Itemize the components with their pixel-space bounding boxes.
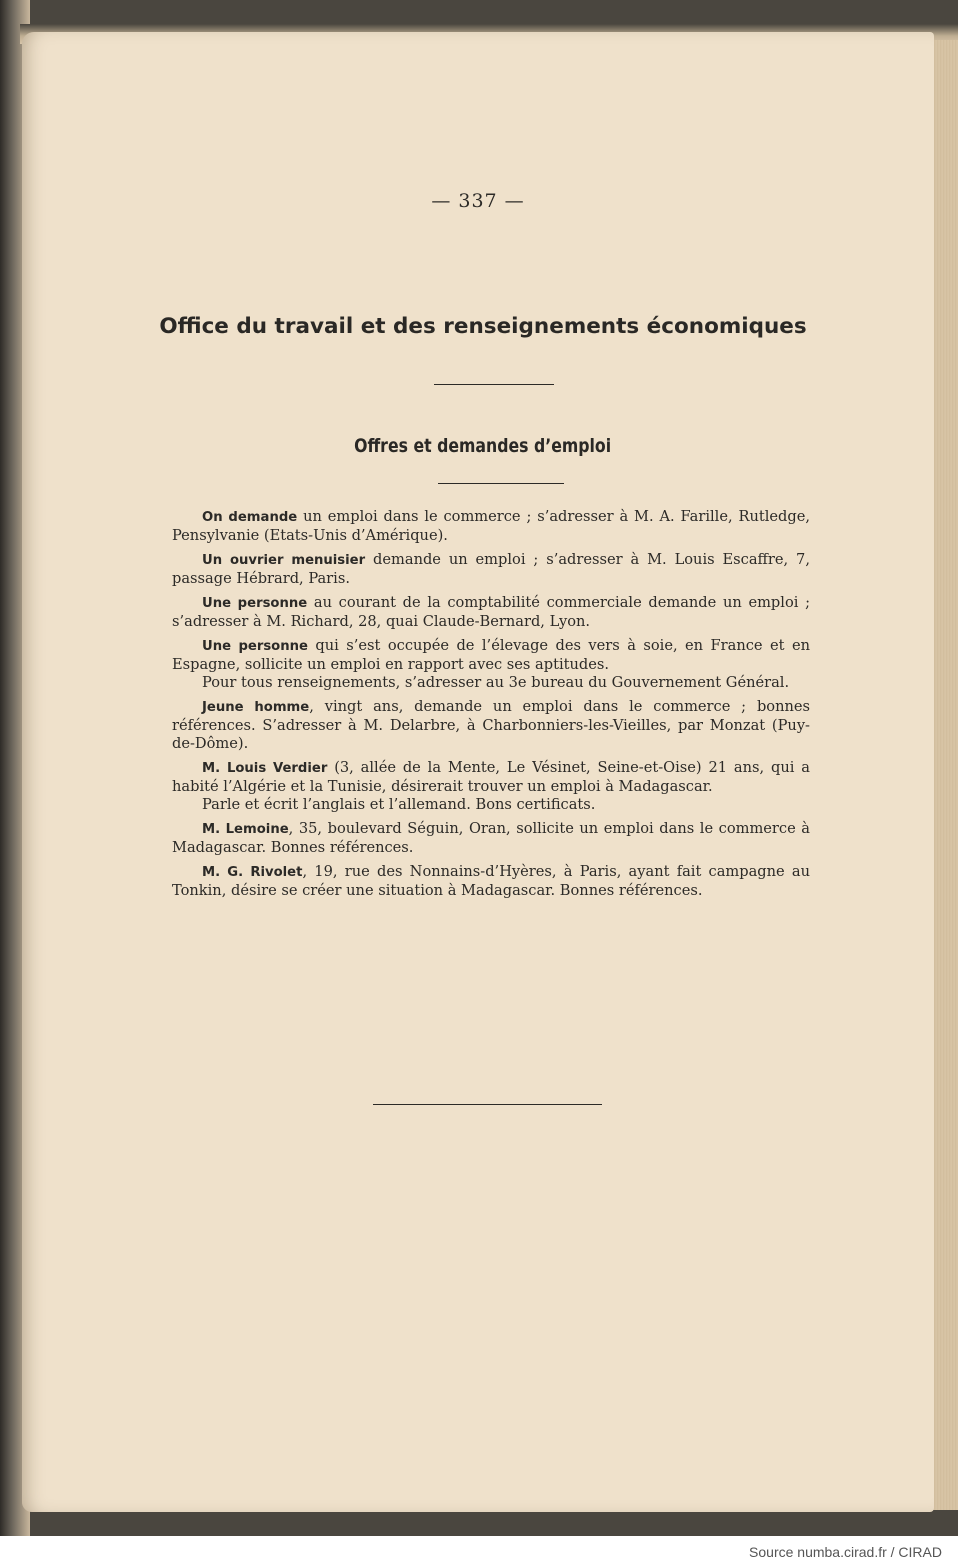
ad-lead: Jeune homme xyxy=(202,700,310,715)
ad-paragraph xyxy=(172,698,810,753)
ad-lead: M. G. Rivolet xyxy=(202,865,303,880)
ad-text: un emploi dans le commerce ; s’adresser à M. A. Farille, Rutledge, Pensylvanie (Etats-Unis d’Amérique). xyxy=(172,508,810,544)
ad-text: au courant de la comptabilité commerciale demande un emploi ; s’adresser à M. Richard, 28, quai Claude-Bernard, Lyon. xyxy=(172,594,810,630)
ad-paragraph xyxy=(172,820,810,857)
source-credit: Source numba.cirad.fr / CIRAD xyxy=(749,1544,942,1560)
section-title: Offres et demandes d’emploi xyxy=(354,435,612,457)
ad-item xyxy=(172,551,810,588)
ad-text: (3, allée de la Mente, Le Vésinet, Seine-et-Oise) 21 ans, qui a habité l’Algérie et la Tunisie, désirerait trouver un emploi à Madagascar. xyxy=(172,759,810,795)
ad-paragraph xyxy=(172,637,810,674)
document-page xyxy=(22,32,934,1512)
ad-text: Parle et écrit l’anglais et l’allemand. Bons certificats. xyxy=(202,796,596,813)
ad-text: , vingt ans, demande un emploi dans le commerce ; bonnes références. S’adresser à M. Delarbre, à Charbonniers-les-Vieilles, par Monzat (Puy-de-Dôme). xyxy=(172,698,810,752)
ad-item xyxy=(172,637,810,692)
end-divider xyxy=(373,1104,602,1105)
ad-paragraph xyxy=(172,594,810,631)
page-title: Office du travail et des renseignements économiques xyxy=(159,314,807,339)
ad-lead: On demande xyxy=(202,510,298,525)
ad-lead: Un ouvrier menuisier xyxy=(202,553,366,568)
ad-paragraph xyxy=(172,674,810,692)
ad-text: qui s’est occupée de l’élevage des vers à soie, en France et en Espagne, sollicite un emploi en rapport avec ses aptitudes. xyxy=(172,637,810,673)
ad-paragraph xyxy=(172,551,810,588)
ad-paragraph xyxy=(172,796,810,814)
ad-text: demande un emploi ; s’adresser à M. Louis Escaffre, 7, passage Hébrard, Paris. xyxy=(172,551,810,587)
ad-item xyxy=(172,508,810,545)
ad-lead: Une personne xyxy=(202,596,308,611)
ad-lead: M. Lemoine xyxy=(202,822,289,837)
ad-paragraph xyxy=(172,508,810,545)
ad-text: , 19, rue des Nonnains-d’Hyères, à Paris, ayant fait campagne au Tonkin, désire se créer une situation à Madagascar. Bonnes références. xyxy=(172,863,811,899)
ad-item xyxy=(172,759,810,814)
ad-lead: M. Louis Verdier xyxy=(202,761,328,776)
ad-paragraph xyxy=(172,759,810,796)
page-number: — 337 — xyxy=(431,190,525,212)
ad-text: Pour tous renseignements, s’adresser au 3e bureau du Gouvernement Général. xyxy=(202,674,790,691)
ad-item xyxy=(172,698,810,753)
ad-lead: Une personne xyxy=(202,639,308,654)
ad-item xyxy=(172,820,810,857)
section-divider xyxy=(438,483,564,484)
ads-list xyxy=(172,508,810,906)
ad-paragraph xyxy=(172,863,810,900)
ad-text: , 35, boulevard Séguin, Oran, sollicite un emploi dans le commerce à Madagascar. Bonnes références. xyxy=(172,820,810,856)
ad-item xyxy=(172,863,810,900)
title-divider xyxy=(434,384,554,385)
ad-item xyxy=(172,594,810,631)
